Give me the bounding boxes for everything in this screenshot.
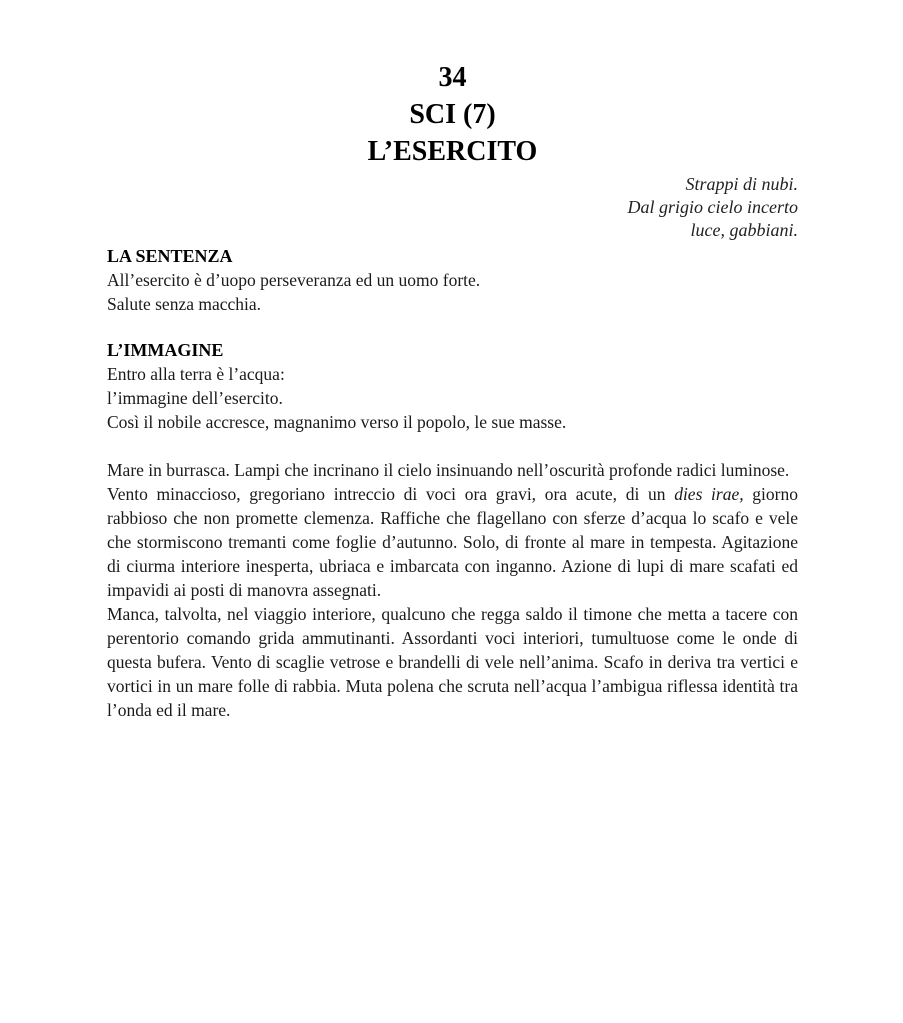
immagine-line: Così il nobile accresce, magnanimo verso il popolo, le sue masse.	[107, 412, 567, 432]
commentary-paragraph: Mare in burrasca. Lampi che incrinano il cielo insinuando nell’oscurità profonde radici luminose.	[107, 460, 790, 480]
epigraph	[107, 173, 798, 242]
sentenza-line: Salute senza macchia.	[107, 294, 262, 314]
paragraph-text: Vento minaccioso, gregoriano intreccio di voci ora gravi, ora acute, di un	[107, 484, 675, 504]
commentary-paragraph: Manca, talvolta, nel viaggio interiore, qualcuno che regga saldo il timone che metta a tacere con perentorio comando grida ammutinanti. Assordanti voci interiori, tumultuose come le onde di questa bufera. Vento di scaglie vetrose e brandelli di vele nell’anima. Scafo in deriva tra vertici e vortici in un mare folle di rabbia. Muta polena che scruta nell’acqua l’ambigua riflessa identità tra l’onda ed il mare.	[107, 604, 798, 720]
commentary-paragraph	[107, 482, 798, 602]
immagine-heading: L’IMMAGINE	[107, 340, 224, 360]
page-content	[107, 59, 798, 722]
chapter-hexagram: SCI (7)	[409, 99, 496, 130]
immagine-line: Entro alla terra è l’acqua:	[107, 364, 285, 384]
epigraph-line: luce, gabbiani.	[690, 220, 798, 240]
paragraph-text: giorno rabbioso che non promette clemenza. Raffiche che flagellano con sferze d’acqua lo scafo e vele che stormiscono tremanti come foglie d’autunno. Solo, di fronte al mare in tempesta. Agitazione di ciurma interiore inesperta, ubriaca e imbarcata con inganno. Azione di lupi di mare scafati ed impavidi ai posti di manovra assegnati.	[107, 484, 798, 600]
sentenza-heading: LA SENTENZA	[107, 246, 233, 266]
section-sentenza	[107, 244, 798, 316]
chapter-title: L’ESERCITO	[367, 136, 538, 167]
section-immagine	[107, 338, 798, 434]
latin-phrase: dies irae,	[674, 484, 744, 504]
chapter-heading	[107, 59, 798, 170]
epigraph-line: Strappi di nubi.	[685, 174, 798, 194]
epigraph-line: Dal grigio cielo incerto	[627, 197, 798, 217]
immagine-line: l’immagine dell’esercito.	[107, 388, 283, 408]
sentenza-line: All’esercito è d’uopo perseveranza ed un uomo forte.	[107, 270, 481, 290]
chapter-number: 34	[438, 62, 467, 93]
commentary	[107, 458, 798, 722]
